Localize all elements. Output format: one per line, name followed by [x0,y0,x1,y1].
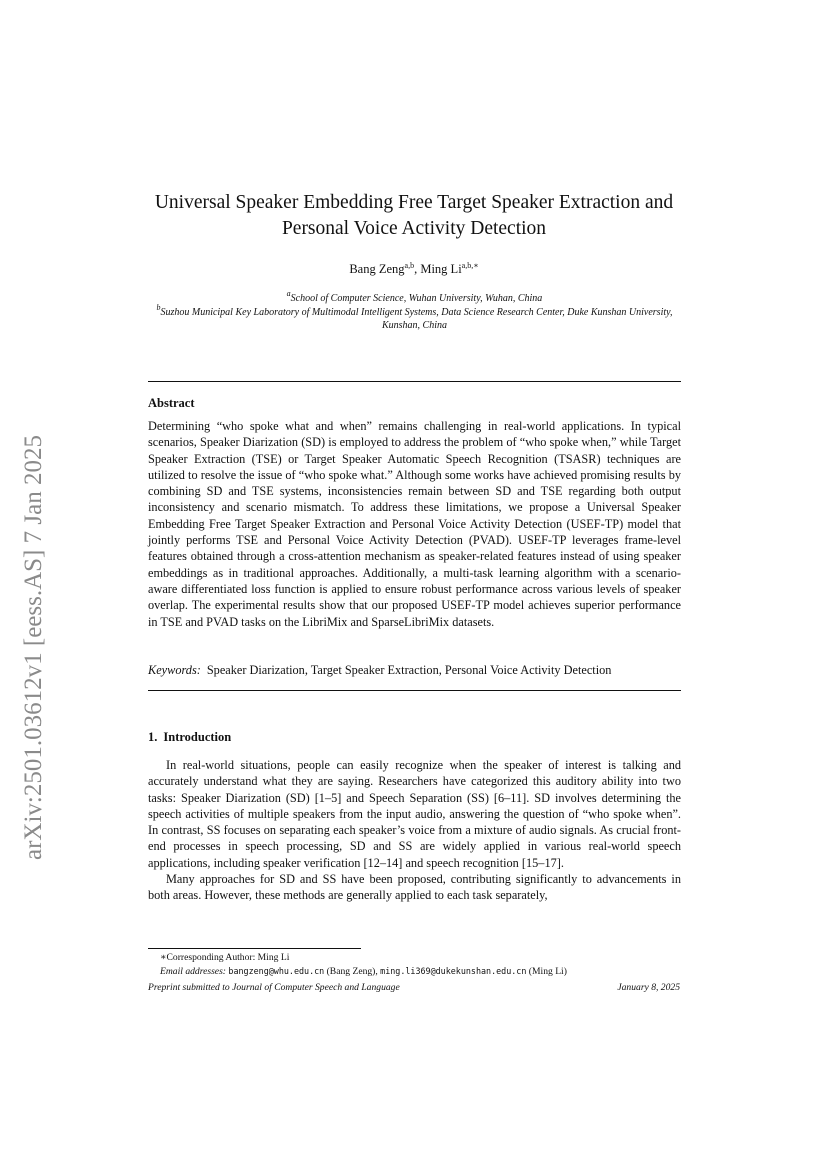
affiliation-marker: b [156,302,161,312]
corresponding-author-note: ∗Corresponding Author: Ming Li [160,952,290,963]
author-name: Ming Li [420,262,462,276]
affiliation-a [148,289,681,306]
author-affil-marker: a,b,∗ [461,261,479,270]
date-footer: January 8, 2025 [617,982,680,993]
abstract-bottom-rule [148,690,681,691]
paper-title [130,190,698,242]
section-heading [148,730,231,745]
preprint-footer: Preprint submitted to Journal of Computer Speech and Language [148,982,400,993]
arxiv-identifier-stamp: arXiv:2501.03612v1 [eess.AS] 7 Jan 2025 [20,435,47,860]
email-note [160,965,690,979]
author-separator: , [414,262,421,276]
abstract-text: Determining “who spoke what and when” remains challenging in real-world applications. In typical scenarios, Speaker Diarization (SD) is employed to address the problem of “who spoke when,” while Target Speaker Extraction (TSE) or Target Speaker Automatic Speech Recognition (TSASR) techniques are utilized to resolve the issue of “who spoke what.” Although some works have achieved promising results by combining SD and TSE systems, inconsistencies remain between SD and TSE regarding both output inconsistency and scenario mismatch. To address these limitations, we propose a Universal Speaker Embedding Free Target Speaker Extraction and Personal Voice Activity Detection (USEF-TP) model that jointly performs TSE and Personal Voice Activity Detection (PVAD). USEF-TP leverages frame-level features obtained through a cross-attention mechanism as speaker-related features instead of using speaker embeddings as in traditional approaches. Additionally, a multi-task learning algorithm with a scenario-aware differentiated loss function is applied to ensure robust performance across various levels of speaker overlap. The experimental results show that our proposed USEF-TP model achieves superior performance in TSE and PVAD tasks on the LibriMix and SparseLibriMix datasets. [148,419,681,629]
affiliation-marker: a [286,289,291,298]
affiliation-text: Suzhou Municipal Key Laboratory of Multimodal Intelligent Systems, Data Science Research Center, Duke Kunshan University, Kunshan, China [160,306,673,331]
footnote-rule [148,948,361,949]
keywords-text: Speaker Diarization, Target Speaker Extraction, Personal Voice Activity Detection [206,663,612,677]
email-owner-1: (Bang Zeng), [324,965,381,977]
keywords [148,662,681,678]
email-label: Email addresses: [160,965,226,977]
affiliation-text: School of Computer Science, Wuhan University, Wuhan, China [290,293,543,304]
author-affil-marker: a,b [404,261,415,270]
email-address-2[interactable]: ming.li369@dukekunshan.edu.cn [380,965,527,976]
email-address-1[interactable]: bangzeng@whu.edu.cn [228,965,325,976]
title-line-2: Personal Voice Activity Detection [281,218,547,239]
affiliations [148,289,681,333]
keywords-label: Keywords: [148,663,201,677]
affiliation-b [148,302,681,333]
introduction-body [148,757,681,904]
email-owner-2: (Ming Li) [526,965,567,977]
abstract-heading: Abstract [148,396,195,410]
author-name: Bang Zeng [349,262,405,276]
intro-paragraph-2: Many approaches for SD and SS have been proposed, contributing significantly to advancements in both areas. However, these methods are generally applied to each task separately, [148,872,681,903]
intro-paragraph-1: In real-world situations, people can easily recognize when the speaker of interest is talking and accurately understand what they are saying. Researchers have categorized this auditory ability into two tasks: Speaker Diarization (SD) [1–5] and Speech Separation (SS) [6–11]. SD involves determining the speech activities of multiple speakers from the input audio, answering the question of “who spoke when”. In contrast, SS focuses on separating each speaker’s voice from a mixture of audio signals. As crucial front-end processes in speech processing, SD and SS are widely applied in various real-world speech applications, including speaker verification [12–14] and speech recognition [15–17]. [148,758,681,870]
section-title: Introduction [163,730,232,744]
section-number: 1. [148,730,158,744]
footnotes [160,951,690,978]
abstract-top-rule [148,381,681,382]
author-list [130,262,698,277]
title-line-1: Universal Speaker Embedding Free Target Speaker Extraction and [154,192,674,213]
